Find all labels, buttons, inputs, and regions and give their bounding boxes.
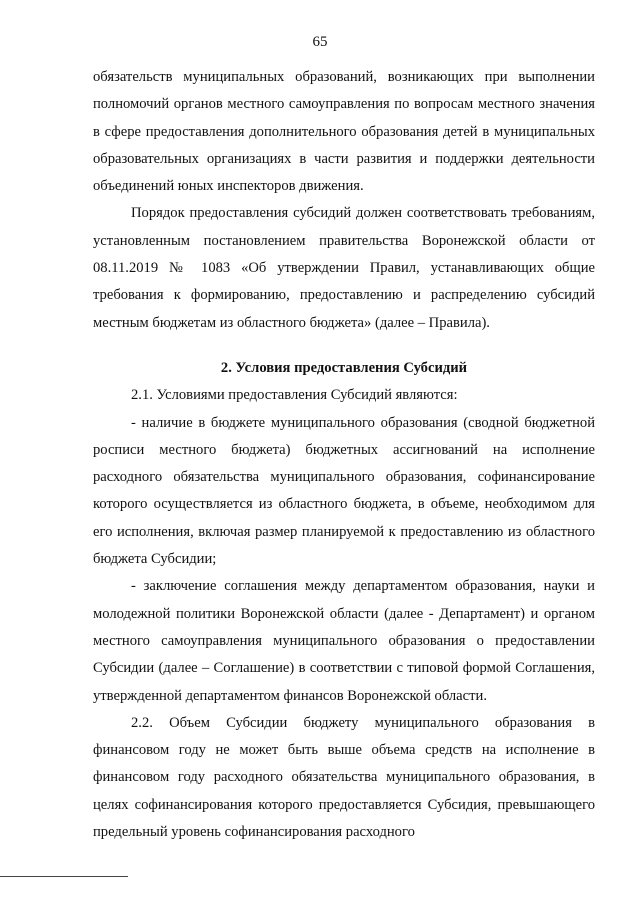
footnote-separator [0,876,128,877]
paragraph-procedure: Порядок предоставления субсидий должен соответствовать требованиям, установленным постановлением правительства Воронежской области от 08.11.2019 № 1083 «Об утверждении Правил, устанавливающих общие требования к формированию, предоставлению и распределению субсидий местным бюджетам из областного бюджета» (далее – Правила). [93,205,595,331]
document-body [93,64,595,846]
paragraph-2-2: 2.2. Объем Субсидии бюджету муниципального образования в финансовом году не может быть выше объема средств на исполнение в финансовом году расходного обязательства муниципального образования, в целях софинансирования которого предоставляется Субсидия, превышающего предельный уровень софинансирования расходного [93,714,595,841]
page-number: 65 [312,34,328,50]
paragraph-agreement-condition: - заключение соглашения между департаментом образования, науки и молодежной политики Воронежской области (далее - Департамент) и органом местного самоуправления муниципального образования о предоставлении Субсидии (далее – Соглашение) в соответствии с типовой формой Соглашения, утвержденной департаментом финансов Воронежской области. [93,578,595,704]
paragraph-continuation: обязательств муниципальных образований, возникающих при выполнении полномочий органов местного самоуправления по вопросам местного значения в сфере предоставления дополнительного образования детей в муниципальных образовательных организациях в части развития и поддержки деятельности объединений юных инспекторов движения. [93,69,595,195]
section-heading: 2. Условия предоставления Субсидий [220,359,468,376]
paragraph-2-1: 2.1. Условиями предоставления Субсидий являются: [131,387,458,404]
paragraph-budget-condition: - наличие в бюджете муниципального образования (сводной бюджетной росписи местного бюджета) бюджетных ассигнований на исполнение расходного обязательства муниципального образования, софинансирование которого осуществляется из областного бюджета, в объеме, необходимом для его исполнения, включая размер планируемой к предоставлению из областного бюджета Субсидии; [93,414,595,568]
